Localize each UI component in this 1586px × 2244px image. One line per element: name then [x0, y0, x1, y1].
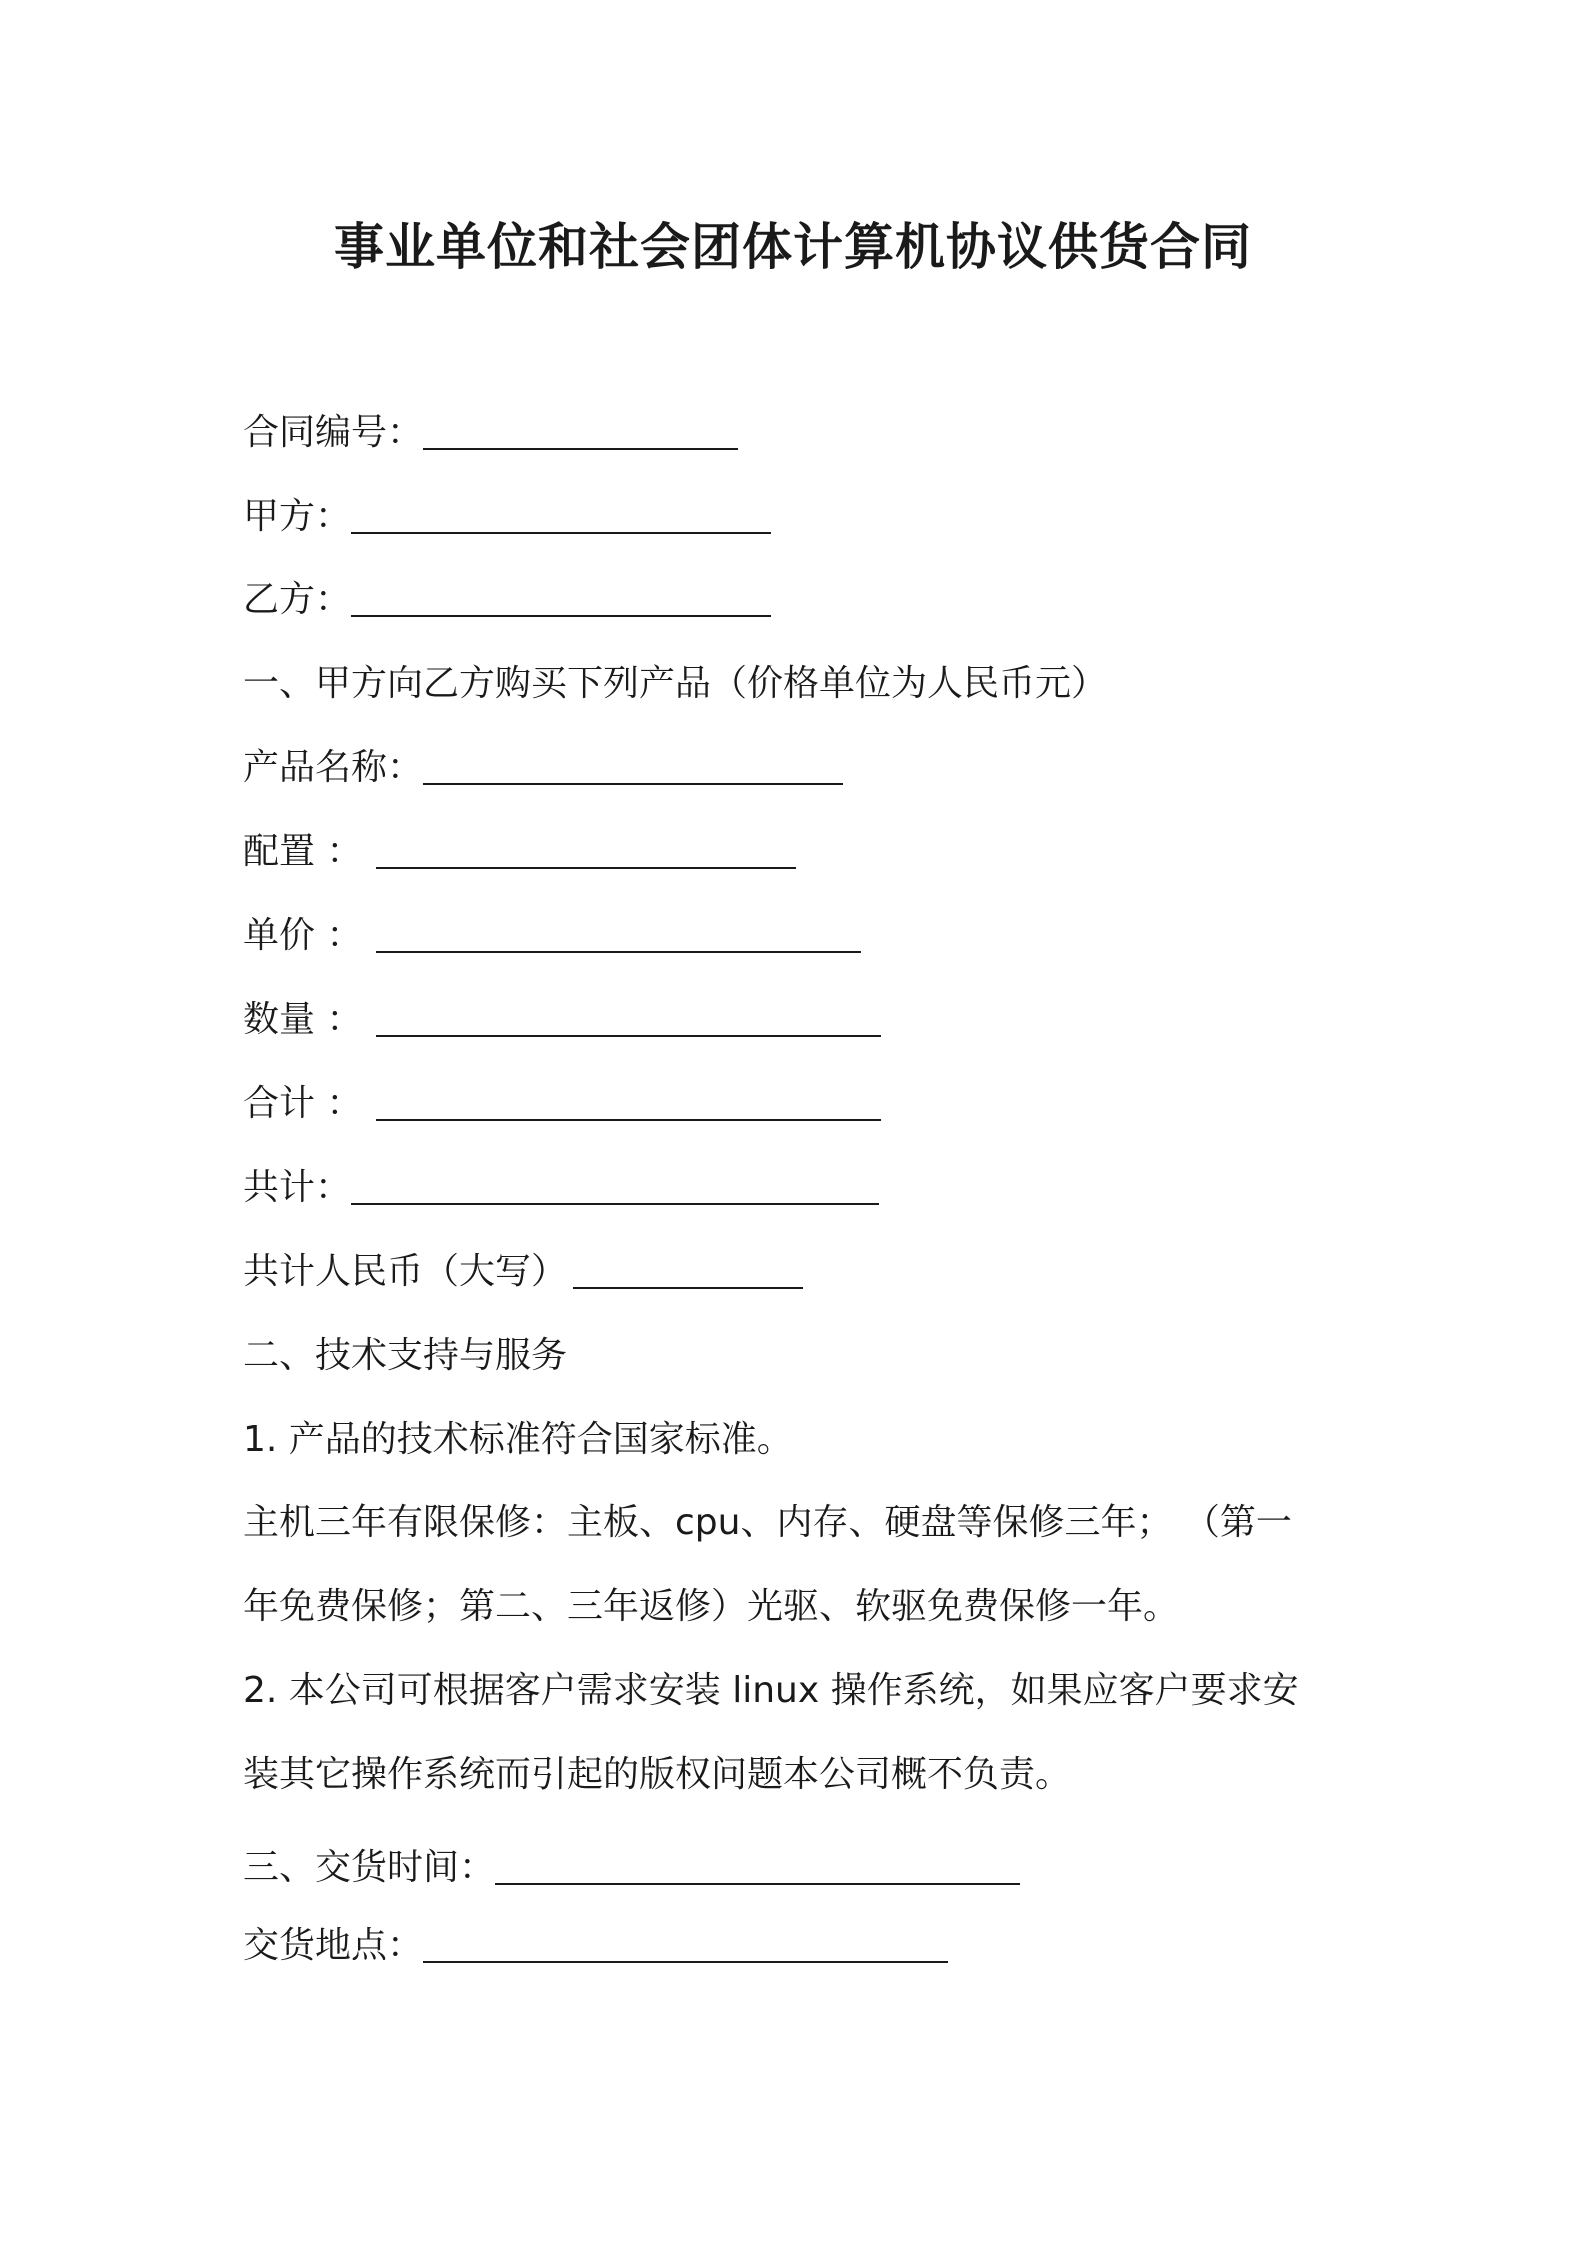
unit-price-blank[interactable]	[376, 913, 861, 953]
contract-title: 事业单位和社会团体计算机协议供货合同	[334, 218, 1252, 276]
delivery-time-blank[interactable]	[495, 1845, 1020, 1885]
party-b-line	[243, 575, 771, 625]
warranty-text-2: 年免费保修；第二、三年返修）光驱、软驱免费保修一年。	[243, 1586, 1180, 1627]
contract-number-line	[243, 408, 738, 458]
clause-1-text: 1. 产品的技术标准符合国家标准。	[243, 1419, 793, 1460]
clause-2-text-2: 装其它操作系统而引起的版权问题本公司概不负责。	[243, 1754, 1072, 1795]
configuration-label: 配置 ：	[243, 831, 363, 872]
total-rmb-blank[interactable]	[573, 1249, 803, 1289]
party-b-blank[interactable]	[351, 577, 771, 617]
quantity-label: 数量 ：	[243, 999, 363, 1040]
unit-price-label: 单价 ：	[243, 915, 363, 956]
configuration-line	[243, 827, 796, 877]
configuration-blank[interactable]	[376, 829, 796, 869]
delivery-place-blank[interactable]	[423, 1923, 948, 1963]
delivery-time-label: 三、交货时间：	[243, 1847, 496, 1888]
unit-price-line	[243, 911, 861, 961]
product-name-label: 产品名称：	[243, 747, 424, 788]
total-blank[interactable]	[351, 1165, 879, 1205]
total-label: 共计：	[243, 1167, 352, 1208]
delivery-place-line	[243, 1921, 948, 1971]
delivery-time-line	[243, 1843, 1020, 1893]
party-a-blank[interactable]	[351, 494, 771, 534]
section-one-text: 一、甲方向乙方购买下列产品（价格单位为人民币元）	[243, 663, 1108, 704]
subtotal-label: 合计 ：	[243, 1083, 363, 1124]
section-one-heading	[243, 659, 1107, 709]
clause-1-line	[243, 1415, 793, 1465]
section-two-text: 二、技术支持与服务	[243, 1335, 568, 1376]
total-rmb-line	[243, 1247, 803, 1297]
clause-2-line-1	[243, 1666, 1299, 1716]
warranty-text-1: 主机三年有限保修：主板、cpu、内存、硬盘等保修三年； （第一	[243, 1502, 1292, 1543]
subtotal-line	[243, 1079, 881, 1129]
clause-2-text-1: 2. 本公司可根据客户需求安装 linux 操作系统，如果应客户要求安	[243, 1670, 1299, 1711]
party-a-label: 甲方：	[243, 496, 352, 537]
contract-number-label: 合同编号：	[243, 412, 424, 453]
product-name-line	[243, 743, 843, 793]
warranty-line-1	[243, 1498, 1292, 1548]
total-rmb-label: 共计人民币（大写）	[243, 1251, 568, 1292]
quantity-line	[243, 995, 881, 1045]
party-a-line	[243, 492, 771, 542]
section-two-heading	[243, 1331, 567, 1381]
total-line	[243, 1163, 879, 1213]
subtotal-blank[interactable]	[376, 1081, 881, 1121]
contract-number-blank[interactable]	[423, 410, 738, 450]
party-b-label: 乙方：	[243, 579, 352, 620]
clause-2-line-2	[243, 1750, 1071, 1800]
product-name-blank[interactable]	[423, 745, 843, 785]
warranty-line-2	[243, 1582, 1179, 1632]
quantity-blank[interactable]	[376, 997, 881, 1037]
delivery-place-label: 交货地点：	[243, 1925, 424, 1966]
